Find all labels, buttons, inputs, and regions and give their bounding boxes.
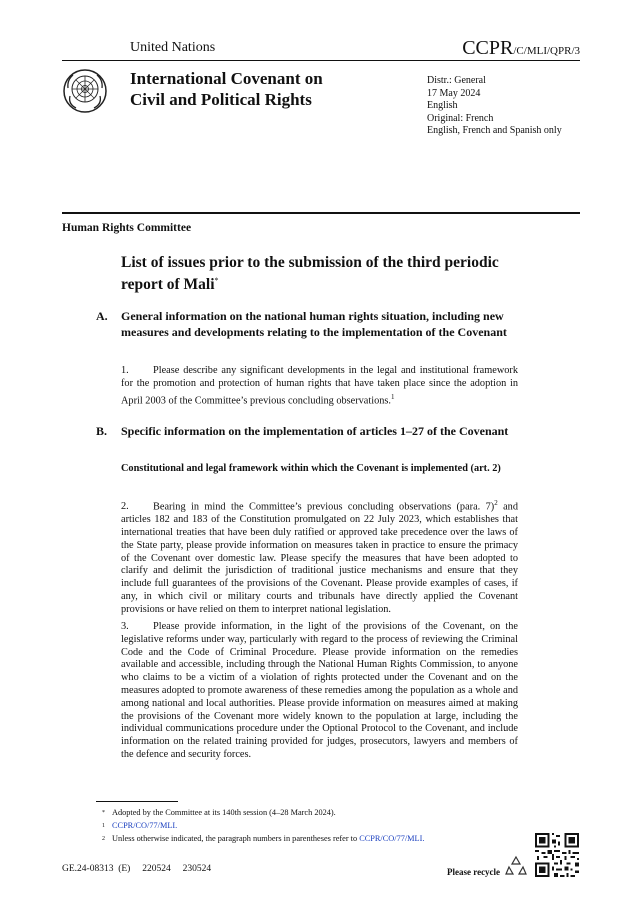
distribution-line: Distr.: General bbox=[427, 75, 486, 86]
header-rule bbox=[62, 60, 580, 61]
distribution-line: English, French and Spanish only bbox=[427, 125, 562, 137]
document-title-text: List of issues prior to the submission of the third periodic report of Mali bbox=[121, 254, 499, 294]
covenant-title-line1: International Covenant on bbox=[130, 69, 323, 88]
recycle-icon bbox=[505, 855, 527, 877]
footnote bbox=[102, 821, 532, 832]
title-rule bbox=[62, 212, 580, 214]
para-number: 1. bbox=[121, 365, 129, 376]
covenant-title-line2: Civil and Political Rights bbox=[130, 90, 312, 109]
para-number: 2. bbox=[121, 501, 129, 513]
footnote-link[interactable]: CCPR/CO/77/MLI. bbox=[112, 821, 178, 830]
footnote-rule bbox=[96, 801, 178, 802]
subheading: Constitutional and legal framework within which the Covenant is implemented (art. 2) bbox=[121, 463, 501, 474]
footnote-link[interactable]: CCPR/CO/77/MLI. bbox=[359, 834, 425, 843]
footnote bbox=[102, 834, 532, 845]
footnote-text: Unless otherwise indicated, the paragraph numbers in parentheses refer to bbox=[112, 834, 360, 843]
footnote-ref[interactable]: 1 bbox=[390, 392, 395, 401]
paragraph-1 bbox=[121, 365, 518, 408]
distribution-line: Original: French bbox=[427, 112, 494, 124]
section-b-title: Specific information on the implementation of articles 1–27 of the Covenant bbox=[121, 424, 509, 438]
qr-code-icon bbox=[535, 833, 579, 877]
document-title bbox=[121, 254, 521, 294]
title-footnote-marker[interactable]: * bbox=[214, 276, 219, 285]
footnote bbox=[102, 808, 532, 819]
footnote-ref[interactable]: 2 bbox=[494, 499, 498, 507]
symbol-rest: /C/MLI/QPR/3 bbox=[513, 45, 580, 57]
footnote-text: Adopted by the Committee at its 140th session (4–28 March 2024). bbox=[112, 808, 336, 817]
footnote-mark: 1 bbox=[102, 823, 105, 829]
org-name: United Nations bbox=[130, 40, 216, 55]
un-emblem-icon bbox=[62, 68, 108, 114]
section-b-letter: B. bbox=[96, 424, 108, 438]
para-text: and articles 182 and 183 of the Constitution promulgated on 22 July 2023, which establishes that international treaties that have been duly ratified or approved take precedence over the laws of the State party, please provide information on measures taken in practice to ensure the primacy of the Covenant over domestic law. Please specify the measures that have been adopted to clarify and delimit the jurisdiction of traditional justice mechanisms and ensure that they include full guarantees of the provisions of the Covenant. Please provide examples of cases, if any, in which civil or military courts and tribunals have directly applied the Covenant provisions or have relied on them to interpret national legislation. bbox=[121, 501, 518, 615]
section-a-letter: A. bbox=[96, 309, 108, 323]
para-number: 3. bbox=[121, 621, 129, 632]
committee-name: Human Rights Committee bbox=[62, 222, 192, 234]
covenant-title bbox=[130, 68, 323, 110]
distribution-line: English bbox=[427, 100, 458, 112]
para-text: Please describe any significant developments in the legal and institutional framework for the promotion and protection of human rights that have taken place since the adoption in April 2003 of the Committee’s previous concluding observations. bbox=[121, 365, 518, 407]
paragraph-2 bbox=[121, 497, 518, 617]
recycle-label: Please recycle bbox=[447, 867, 501, 877]
paragraph-3 bbox=[121, 621, 518, 762]
document-symbol bbox=[462, 37, 580, 60]
footnote-mark: * bbox=[102, 810, 105, 816]
distribution-date: 17 May 2024 bbox=[427, 87, 481, 99]
para-text: Please provide information, in the light of the provisions of the Covenant, on the legislative reforms under way, particularly with regard to the process of reviewing the Criminal Code and the Code of Criminal Procedure. Please provide information on the remedies available and accessible, including through the National Human Rights Commission, to anyone who claims to be a victim of a violation of rights protected under the Covenant and on the measures adopted to promote awareness of these remedies among the population as a whole and among national and local authorities. Please provide information on measures aimed at making the provisions of the Covenant more widely known to the population at large, including the individual communications procedure under the Optional Protocol to the Covenant, and include information on the related training provided for judges, prosecutors, lawyers and members of the defence and security forces. bbox=[121, 621, 518, 760]
footnote-mark: 2 bbox=[102, 836, 105, 842]
section-a-title: General information on the national human rights situation, including new measures and developments relating to the implementation of the Covenant bbox=[121, 309, 507, 339]
para-text: Bearing in mind the Committee’s previous concluding observations (para. 7) bbox=[153, 501, 495, 513]
symbol-main: CCPR bbox=[462, 37, 514, 59]
distribution-block bbox=[427, 75, 562, 138]
job-number: GE.24-08313 (E) 220524 230524 bbox=[62, 864, 212, 874]
